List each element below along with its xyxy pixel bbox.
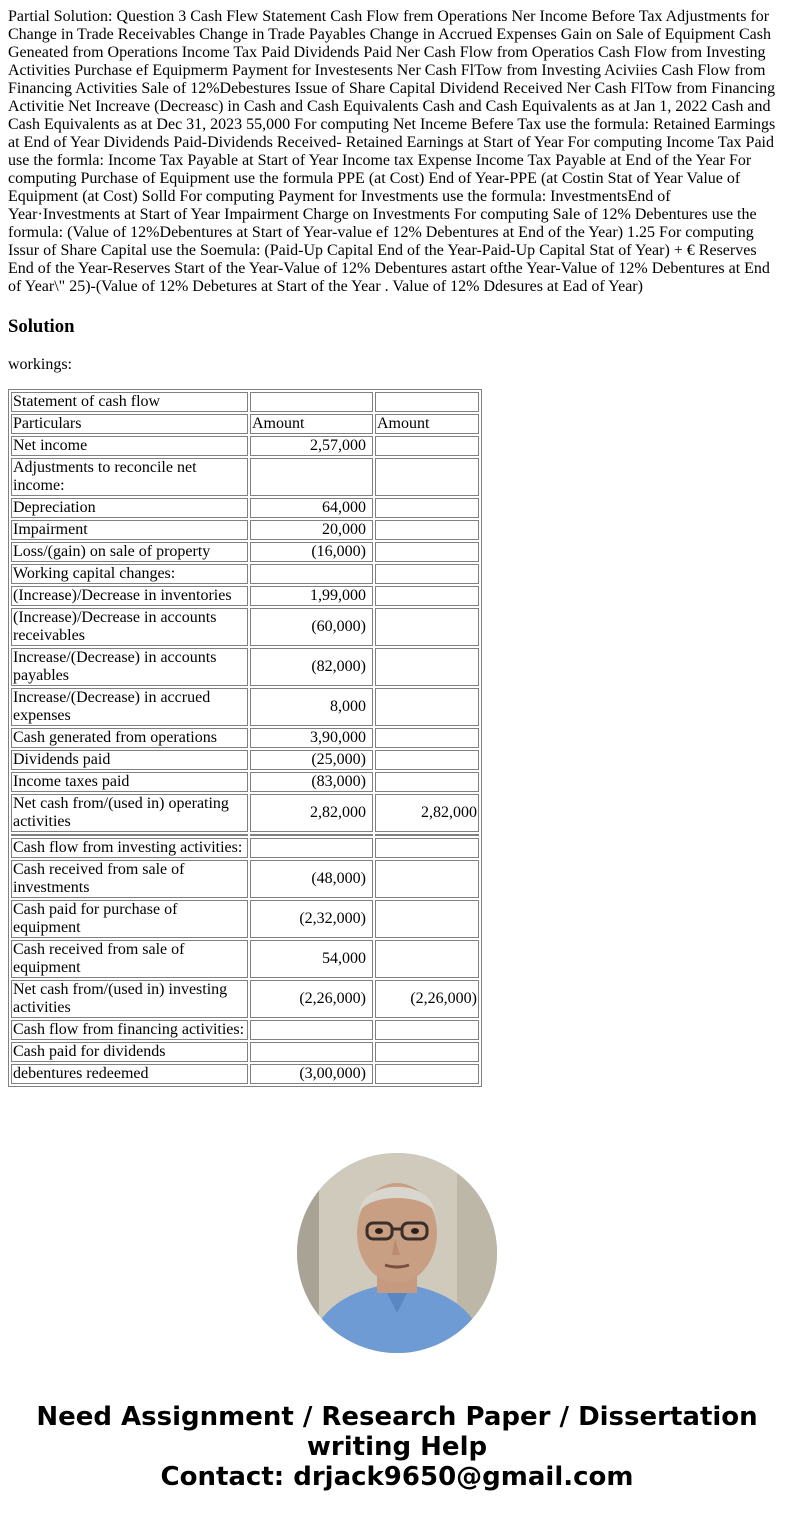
total-amount-cell [375, 772, 479, 792]
particulars-cell: Particulars [11, 414, 248, 434]
table-row [11, 750, 479, 770]
table-row [11, 1020, 479, 1040]
cash-flow-table-body [11, 392, 479, 1084]
amount-cell: 2,82,000 [250, 794, 373, 832]
table-row [11, 1042, 479, 1062]
amount-cell: (82,000) [250, 648, 373, 686]
footer-line-2: writing Help [306, 1432, 488, 1462]
total-amount-cell [375, 436, 479, 456]
table-row [11, 728, 479, 748]
amount-cell: (83,000) [250, 772, 373, 792]
total-amount-cell [375, 1020, 479, 1040]
table-row [11, 564, 479, 584]
total-amount-cell [375, 900, 479, 938]
particulars-cell: Statement of cash flow [11, 392, 248, 412]
particulars-cell: Depreciation [11, 498, 248, 518]
total-amount-cell [375, 1042, 479, 1062]
author-photo [297, 1153, 497, 1353]
solution-heading: Solution [8, 316, 75, 337]
particulars-cell [11, 834, 248, 836]
amount-cell: 20,000 [250, 520, 373, 540]
table-row [11, 980, 479, 1018]
amount-cell: 1,99,000 [250, 586, 373, 606]
table-row [11, 392, 479, 412]
table-row [11, 458, 479, 496]
amount-cell: 3,90,000 [250, 728, 373, 748]
particulars-cell: Net cash from/(used in) investing activities [11, 980, 248, 1018]
table-row [11, 498, 479, 518]
amount-cell: (2,32,000) [250, 900, 373, 938]
total-amount-cell [375, 564, 479, 584]
amount-cell: 8,000 [250, 688, 373, 726]
amount-cell: (25,000) [250, 750, 373, 770]
total-amount-cell [375, 860, 479, 898]
particulars-cell: debentures redeemed [11, 1064, 248, 1084]
table-row [11, 520, 479, 540]
particulars-cell: Cash received from sale of investments [11, 860, 248, 898]
table-row [11, 688, 479, 726]
table-row [11, 542, 479, 562]
table-row [11, 794, 479, 832]
amount-cell: 2,57,000 [250, 436, 373, 456]
footer-line-1: Need Assignment / Research Paper / Dissertation [36, 1402, 758, 1432]
table-row [11, 838, 479, 858]
amount-cell: 54,000 [250, 940, 373, 978]
total-amount-cell [375, 392, 479, 412]
total-amount-cell [375, 728, 479, 748]
amount-cell [250, 392, 373, 412]
table-row [11, 586, 479, 606]
particulars-cell: (Increase)/Decrease in inventories [11, 586, 248, 606]
particulars-cell: Adjustments to reconcile net income: [11, 458, 248, 496]
author-portrait-image [297, 1153, 497, 1353]
table-row [11, 648, 479, 686]
amount-cell [250, 564, 373, 584]
particulars-cell: Dividends paid [11, 750, 248, 770]
particulars-cell: Net income [11, 436, 248, 456]
amount-cell: Amount [250, 414, 373, 434]
table-row [11, 940, 479, 978]
table-row [11, 414, 479, 434]
amount-cell: (2,26,000) [250, 980, 373, 1018]
total-amount-cell [375, 838, 479, 858]
total-amount-cell [375, 586, 479, 606]
particulars-cell: Cash flow from investing activities: [11, 838, 248, 858]
amount-cell [250, 834, 373, 836]
particulars-cell: Cash paid for dividends [11, 1042, 248, 1062]
particulars-cell: (Increase)/Decrease in accounts receivables [11, 608, 248, 646]
total-amount-cell [375, 542, 479, 562]
cash-flow-table [8, 389, 482, 1087]
amount-cell [250, 838, 373, 858]
total-amount-cell: 2,82,000 [375, 794, 479, 832]
amount-cell: (16,000) [250, 542, 373, 562]
footer-contact: Contact: drjack9650@gmail.com [160, 1462, 634, 1492]
particulars-cell: Working capital changes: [11, 564, 248, 584]
particulars-cell: Increase/(Decrease) in accounts payables [11, 648, 248, 686]
total-amount-cell [375, 1064, 479, 1084]
particulars-cell: Net cash from/(used in) operating activities [11, 794, 248, 832]
total-amount-cell [375, 608, 479, 646]
total-amount-cell [375, 834, 479, 836]
amount-cell [250, 1042, 373, 1062]
particulars-cell: Cash flow from financing activities: [11, 1020, 248, 1040]
total-amount-cell [375, 458, 479, 496]
particulars-cell: Loss/(gain) on sale of property [11, 542, 248, 562]
table-row [11, 900, 479, 938]
amount-cell [250, 458, 373, 496]
amount-cell [250, 1020, 373, 1040]
document-body [8, 8, 786, 374]
amount-cell: (3,00,000) [250, 1064, 373, 1084]
total-amount-cell [375, 648, 479, 686]
workings-label: workings: [8, 356, 72, 373]
particulars-cell: Cash received from sale of equipment [11, 940, 248, 978]
table-row [11, 608, 479, 646]
table-row [11, 772, 479, 792]
footer-banner [0, 1402, 794, 1492]
total-amount-cell [375, 520, 479, 540]
particulars-cell: Cash generated from operations [11, 728, 248, 748]
amount-cell: (60,000) [250, 608, 373, 646]
particulars-cell: Impairment [11, 520, 248, 540]
total-amount-cell: Amount [375, 414, 479, 434]
table-row [11, 436, 479, 456]
table-row [11, 1064, 479, 1084]
amount-cell: (48,000) [250, 860, 373, 898]
total-amount-cell [375, 940, 479, 978]
cash-flow-table-container [8, 389, 482, 1123]
table-row [11, 834, 479, 836]
total-amount-cell [375, 750, 479, 770]
particulars-cell: Income taxes paid [11, 772, 248, 792]
total-amount-cell [375, 688, 479, 726]
table-row [11, 860, 479, 898]
total-amount-cell: (2,26,000) [375, 980, 479, 1018]
amount-cell: 64,000 [250, 498, 373, 518]
particulars-cell: Cash paid for purchase of equipment [11, 900, 248, 938]
total-amount-cell [375, 498, 479, 518]
particulars-cell: Increase/(Decrease) in accrued expenses [11, 688, 248, 726]
question-text: Partial Solution: Question 3 Cash Flew Statement Cash Flow frem Operations Ner Income Before Tax Adjustments for Change in Trade Receivables Change in Trade Payables Change in Accrued Expenses Gain on Sale of Equipment Cash Geneated from Operations Income Tax Paid Dividends Paid Ner Cash Flow from Operatios Cash Flow from Investing Activities Purchase ef Equipmerm Payment for Investesents Ner Cash FlTow from Investing Aciviies Cash Flow from Financing Activities Sale of 12%Debestures Issue of Share Capital Dividend Received Ner Cash FlTow from Financing Activitie Net Increave (Decreasc) in Cash and Cash Equivalents Cash and Cash Equivalents as at Jan 1, 2022 Cash and Cash Equivalents as at Dec 31, 2023 55,000 For computing Net Inceme Befere Tax use the formula: Retained Earmings at End of Year Dividends Paid-Dividends Received- Retained Earnings at Start of Year For computing Income Tax Paid use the formla: Income Tax Payable at Start of Year Income tax Expense Income Tax Payable at End of the Year For computing Purchase of Equipment use the formula PPE (at Cost) End of Year-PPE (at Costin Stat of Year Value of Equipment (at Cost) Solld For computing Payment for Investments use the formula: InvestmentsEnd of Year·Investments at Start of Year Impairment Charge on Investments For computing Sale of 12% Debentures use the formula: (Value of 12%Debentures at Start of Year-value ef 12% Debentures at End of the Year) 1.25 For computing Issur of Share Capital use the Soemula: (Paid-Up Capital End of the Year-Paid-Up Capital Stat of Year) + € Reserves End of the Year-Reserves Start of the Year-Value of 12% Debentures astart ofthe Year-Value of 12% Debentures at End of Year\" 25)-(Value of 12% Debetures at Start of the Year . Value of 12% Ddesures at Ead of Year) [8, 8, 776, 295]
